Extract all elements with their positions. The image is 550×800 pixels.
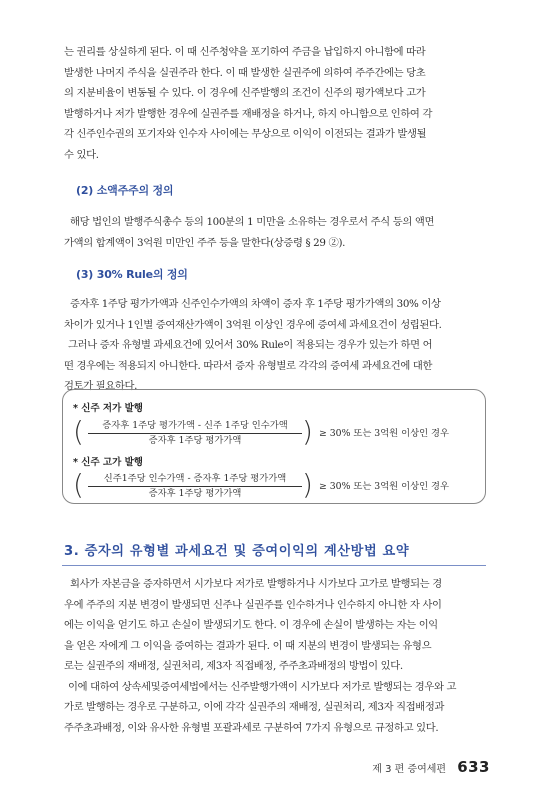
text-line: 차이가 있거나 1인별 증여재산가액이 3억원 이상인 경우에 증여세 과세요건이 성립된다. (64, 318, 442, 331)
section-paragraph (64, 574, 486, 738)
minority-shareholder-paragraph (64, 212, 486, 253)
formula-condition: ≥ 30% 또는 3억원 이상인 경우 (319, 428, 449, 439)
footer-label: 제 3 편 증여세편 (372, 764, 447, 775)
text-line: 가로 발행하는 경우로 구분하고, 이에 각각 실권주의 재배정, 실권처리, 제3자 직접배정과 (64, 701, 445, 713)
text-line: 각 신주인수권의 포기자와 인수자 사이에는 무상으로 이익이 이전되는 결과가 발생될 (64, 128, 427, 140)
text-line: 그러나 증자 유형별 과세요건에 있어서 30% Rule이 적용되는 경우가 있는가 하면 어 (68, 339, 433, 351)
left-paren: ( (73, 468, 84, 501)
numerator: 증자후 1주당 평가가액 - 신주 1주당 인수가액 (88, 419, 302, 434)
formula-low-price (73, 417, 473, 451)
text-line: 회사가 자본금을 증자하면서 시가보다 저가로 발행하거나 시가보다 고가로 발행되는 경 (70, 578, 442, 590)
right-paren: ) (302, 468, 313, 501)
subsection-title-30-rule: (3) 30% Rule의 정의 (76, 268, 188, 281)
section-title: 3. 증자의 유형별 과세요건 및 증여이익의 계산방법 요약 (64, 544, 410, 559)
text-line: 의 지분비율이 변동될 수 있다. 이 경우에 신주발행의 조건이 신주의 평가액보다 고가 (64, 87, 426, 99)
text-line: 검토가 필요하다. (64, 380, 138, 392)
text-line: 해당 법인의 발행주식총수 등의 100분의 1 미만을 소유하는 경우로서 주식 등의 액면 (70, 216, 435, 228)
intro-paragraph (64, 42, 486, 165)
text-line: 수 있다. (64, 148, 99, 161)
text-line: 는 권리를 상실하게 된다. 이 때 신주청약을 포기하여 주금을 납입하지 아니함에 따라 (64, 46, 426, 58)
subsection-title-minority-shareholder: (2) 소액주주의 정의 (76, 184, 174, 197)
text-line: 가액의 합계액이 3억원 미만인 주주 등을 말한다(상증령 § 29 ②). (64, 236, 346, 249)
text-line: 을 얻은 자에게 그 이익을 증여하는 결과가 된다. 이 때 지분의 변경이 발생되는 유형으 (64, 639, 432, 652)
formula-heading-low-price: * 신주 저가 발행 (73, 403, 143, 414)
text-line: 발행하거나 저가 발행한 경우에 실권주를 재배정을 하거나, 하지 아니함으로 인하여 각 (64, 107, 433, 120)
formula-high-price (73, 470, 473, 504)
formula-box (62, 389, 486, 504)
left-paren: ( (73, 415, 84, 448)
denominator: 증자후 1주당 평가가액 (148, 435, 242, 446)
text-line: 에는 이익을 얻기도 하고 손실이 발생되기도 한다. 이 경우에 손실이 발생하는 자는 이익 (64, 619, 438, 631)
text-line: 떤 경우에는 적용되지 아니한다. 따라서 증자 유형별로 각각의 증여세 과세요건에 대한 (64, 359, 433, 372)
rule-30-paragraph (64, 294, 486, 397)
page-footer (372, 757, 490, 776)
right-paren: ) (302, 415, 313, 448)
text-line: 로는 실권주의 재배정, 실권처리, 제3자 직접배정, 주주초과배정의 방법이 있다. (64, 660, 403, 672)
formula-condition: ≥ 30% 또는 3억원 이상인 경우 (319, 481, 449, 492)
text-line: 주주초과배정, 이와 유사한 유형별 포괄과세로 구분하여 7가지 유형으로 규정하고 있다. (64, 721, 439, 734)
text-line: 발생한 나머지 주식을 실권주라 한다. 이 때 발생한 실권주에 의하여 주주간에는 당초 (64, 66, 426, 79)
text-line: 증자후 1주당 평가가액과 신주인수가액의 차액이 증자 후 1주당 평가가액의 30% 이상 (70, 298, 441, 310)
text-line: 우에 주주의 지분 변경이 발생되면 신주나 실권주를 인수하거나 인수하지 아니한 자 사이 (64, 598, 442, 611)
page-number: 633 (457, 758, 490, 776)
section-divider (62, 565, 486, 566)
numerator: 신주1주당 인수가액 - 증자후 1주당 평가가액 (88, 472, 302, 487)
text-line: 이에 대하여 상속세및증여세법에서는 신주발행가액이 시가보다 저가로 발행되는 경우와 고 (68, 680, 457, 693)
formula-heading-high-price: * 신주 고가 발행 (73, 457, 143, 468)
fraction (88, 419, 302, 448)
denominator: 증자후 1주당 평가가액 (148, 488, 242, 499)
fraction (88, 472, 302, 501)
